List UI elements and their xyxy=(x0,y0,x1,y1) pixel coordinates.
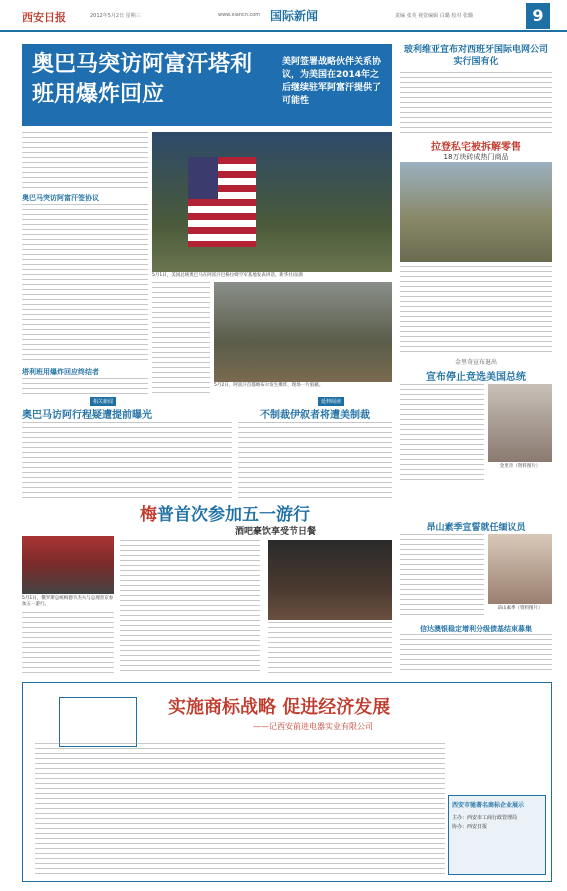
right-article-4-title: 昂山素季宣誓就任缅议员 xyxy=(426,523,526,533)
info-box-title: 西安市驰著名商标企业展示 xyxy=(452,802,525,809)
right-article-2-subtitle: 18万块砖成热门商品 xyxy=(443,153,509,161)
lead-text xyxy=(22,132,148,190)
article-1-body xyxy=(22,422,232,498)
info-box-line-1: 主办：西安市工商行政管理局 xyxy=(452,815,518,821)
company-logo-placeholder xyxy=(59,697,137,747)
related-news-tag: 相关新闻 xyxy=(90,397,116,406)
pub-photo xyxy=(268,540,392,620)
article-3-caption: 5月1日，俄罗斯总统梅德韦杰夫与总理普京参加五一游行。 xyxy=(22,596,114,607)
right-article-1-body xyxy=(400,72,552,136)
advertorial-section xyxy=(22,682,552,882)
article-2-title: 不制裁伊叙者将遭美制裁 xyxy=(260,410,370,421)
right-article-2-body xyxy=(400,266,552,352)
editors-line: 责编 张英 视觉编辑 白璐 校对 张璐 xyxy=(395,13,473,19)
bin-laden-house-photo xyxy=(400,162,552,262)
parade-photo xyxy=(22,536,114,594)
body-text-3 xyxy=(152,282,210,394)
advertorial-title: 实施商标战略 促进经济发展 xyxy=(168,697,391,718)
advertorial-info-box xyxy=(448,795,546,875)
article-2-body xyxy=(238,422,392,498)
page-number: 9 xyxy=(526,3,550,29)
article-3-subtitle: 酒吧豪饮享受节日餐 xyxy=(235,527,317,537)
advertorial-body xyxy=(35,743,445,875)
info-box-line-2: 协办：西安日报 xyxy=(452,824,488,830)
subhead-response: 塔利班用爆炸回应终结者 xyxy=(22,368,99,376)
right-article-4-body xyxy=(400,534,484,618)
subhead-agreement: 奥巴马突访阿富汗签协议 xyxy=(22,194,99,202)
article-1-title: 奥巴马访阿行程疑遭提前曝光 xyxy=(22,410,152,421)
right-article-4-caption: 昂山素季（资料图片） xyxy=(497,606,543,611)
right-article-5-body xyxy=(400,634,552,674)
right-article-3-title: 宣布停止竞选美国总统 xyxy=(426,372,526,383)
page-header xyxy=(0,0,567,32)
article-3-title xyxy=(140,500,310,525)
article-3-title-red: 梅 xyxy=(140,505,157,525)
section-title: 国际新闻 xyxy=(270,9,319,23)
right-article-2-title: 拉登私宅被拆解零售 xyxy=(431,142,521,153)
newspaper-logo: 西安日报 xyxy=(22,11,66,24)
main-headline-banner xyxy=(22,44,392,126)
article-3-title-rest: 普首次参加五一游行 xyxy=(157,505,310,525)
advertorial-subtitle: ——记西安前进电器实业有限公司 xyxy=(253,722,373,731)
photo-caption-1: 5月1日，美国总统奥巴马在阿富汗巴格拉姆空军基地发表讲话。新华社/法新 xyxy=(152,273,304,278)
right-article-3-kicker: 金里奇宣布退出 xyxy=(454,359,497,366)
explosion-photo xyxy=(214,282,392,382)
article-3-body-3 xyxy=(268,622,392,674)
us-flag-image xyxy=(188,157,256,247)
main-subheadline: 美阿签署战略伙伴关系协议，为美国在2014年之后继续驻军阿富汗提供了可能性 xyxy=(282,57,382,106)
article-3-body-2 xyxy=(120,540,260,674)
website[interactable]: www.xiancn.com xyxy=(218,12,261,18)
photo-caption-2: 5月2日，阿富汗首都喀布尔发生爆炸，现场一片狼藉。 xyxy=(214,383,324,388)
issue-date: 2012年5月2日 星期三 xyxy=(90,13,141,19)
body-text-2 xyxy=(22,378,148,396)
right-article-3-body xyxy=(400,384,484,480)
body-text-1 xyxy=(22,204,148,364)
aung-san-suu-kyi-photo xyxy=(488,534,552,604)
main-headline: 奥巴马突访阿富汗塔利班用爆炸回应 xyxy=(32,52,253,107)
right-article-1-title: 玻利维亚宣布对西班牙国际电网公司实行国有化 xyxy=(403,45,548,67)
right-article-5-title: 信达澳银稳定增利分级债基结束募集 xyxy=(420,625,532,633)
gingrich-photo xyxy=(488,384,552,462)
right-article-3-caption: 金里奇（资料图片） xyxy=(499,464,541,469)
article-3-body-1 xyxy=(22,612,114,674)
extended-reading-tag: 延伸阅读 xyxy=(318,397,344,406)
